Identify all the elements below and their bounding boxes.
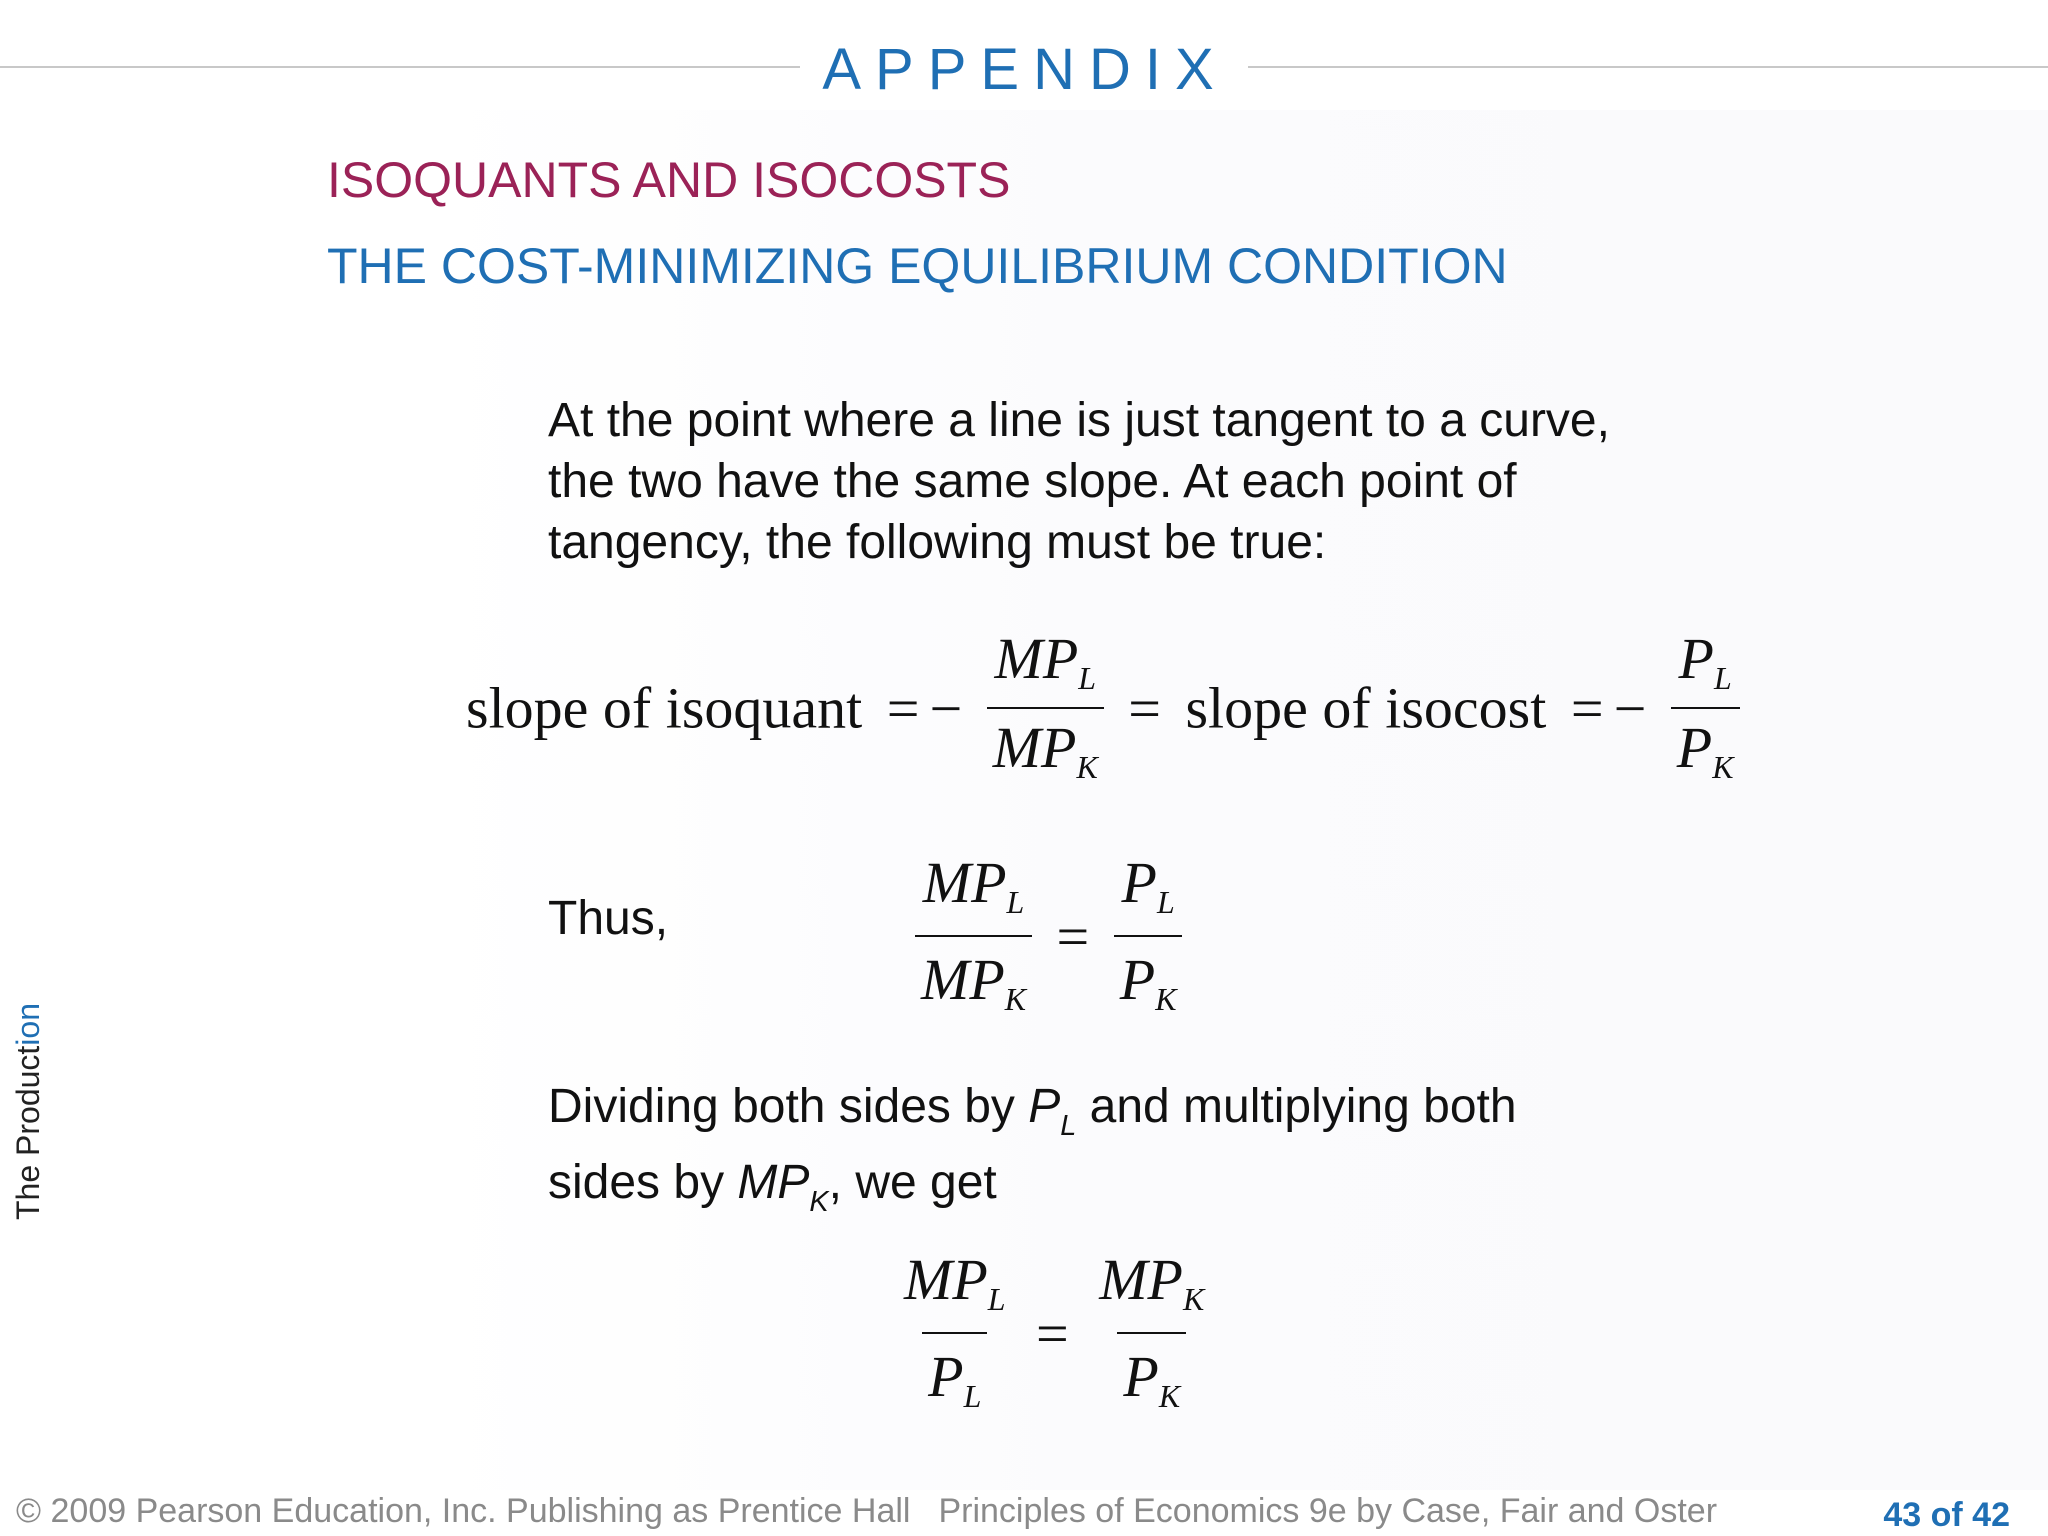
vertical-text: The Product [10,1045,46,1220]
fraction-numerator [898,1237,1012,1332]
appendix-heading: APPENDIX [822,37,1228,102]
subscript-k: K [1712,750,1734,786]
intro-paragraph [548,390,1768,573]
subscript-k: K [1155,982,1177,1018]
fraction-numerator [989,620,1103,707]
slope-equation [466,620,1740,796]
equals-sign: = [1570,675,1604,741]
vertical-accent: ion [10,1002,46,1046]
footer [16,1492,1717,1531]
mp-symbol: MP [921,947,1005,1012]
section-title: ISOQUANTS AND ISOCOSTS [327,152,1011,208]
dividing-text: Dividing both sides by [548,1080,1029,1133]
dividing-text: , we get [828,1156,997,1209]
book-title: Principles of Economics 9e by Case, Fair and Oster [938,1492,1718,1530]
subscript-k: K [1004,982,1027,1018]
slope-of-isoquant-label: slope of isoquant [466,675,863,741]
vertical-chapter-label [10,1003,47,1220]
mp-symbol: MP [922,850,1007,915]
equals-sign: = [1036,1300,1069,1366]
fraction-numerator [917,840,1031,935]
dividing-text: and multiplying both [1076,1080,1517,1133]
subscript-l: L [1006,885,1025,921]
mp-symbol: MP [992,715,1077,780]
header-rule-right [1248,66,2048,68]
subscript-k: K [1182,1282,1205,1318]
fraction-numerator [1116,840,1181,935]
equals-sign: = [886,675,920,741]
intro-line-2: the two have the same slope. At each point of [548,455,1517,508]
subscript-l: L [963,1379,982,1415]
fraction-denominator [915,935,1032,1032]
fraction-numerator [1093,1237,1210,1332]
p-symbol: P [1123,1344,1159,1409]
header-rule-left [0,66,800,68]
p-symbol: P [928,1344,964,1409]
fraction-denominator [1671,707,1740,796]
subscript-l: L [1078,661,1096,697]
slope-of-isocost-label: slope of isocost [1185,675,1547,741]
subscript-k: K [1076,750,1098,786]
subscript-l: L [1713,661,1732,697]
mp-symbol: MP [994,626,1079,691]
subscript-k: K [809,1185,829,1218]
mpl-over-mpk-fraction [987,620,1104,796]
fraction-denominator [987,707,1104,796]
dividing-line-1 [548,1072,1748,1148]
subscript-l: L [987,1282,1006,1318]
mpk-over-pk-fraction [1093,1237,1210,1429]
intro-line-3: tangency, the following must be true: [548,516,1327,569]
fraction-numerator [1673,620,1738,707]
subscript-k: K [1158,1379,1181,1415]
p-symbol: P [1028,1080,1061,1133]
p-symbol: P [1676,715,1713,780]
dividing-paragraph [548,1072,1748,1224]
p-symbol: P [1121,850,1157,915]
p-symbol: P [1119,947,1156,1012]
subscript-l: L [1156,885,1175,921]
content-panel [430,110,2048,1490]
fraction-denominator [922,1332,987,1429]
pl-over-pk-fraction [1114,840,1183,1032]
mpl-over-pl-fraction [898,1237,1012,1429]
rearranged-equation [898,1237,1210,1429]
subscript-l: L [1060,1109,1077,1142]
p-symbol: P [1678,626,1714,691]
section-subtitle: THE COST-MINIMIZING EQUILIBRIUM CONDITION [327,238,1508,294]
fraction-denominator [1114,935,1183,1032]
copyright-text: © 2009 Pearson Education, Inc. Publishing as Prentice Hall [16,1492,911,1530]
minus-sign: − [1613,675,1647,741]
minus-sign: − [929,675,963,741]
dividing-line-2 [548,1148,1748,1224]
mp-symbol: MP [737,1156,810,1209]
equals-sign: = [1056,903,1090,969]
pl-over-pk-fraction [1671,620,1740,796]
mp-symbol: MP [904,1247,988,1312]
fraction-denominator [1117,1332,1186,1429]
page-number: 43 of 42 [1883,1496,2010,1534]
thus-label: Thus, [548,892,669,945]
ratio-equation [915,840,1182,1032]
intro-line-1: At the point where a line is just tangent to a curve, [548,394,1610,447]
equals-sign: = [1128,675,1161,741]
dividing-text: sides by [548,1156,738,1209]
mpl-over-mpk-fraction [915,840,1032,1032]
mp-symbol: MP [1099,1247,1183,1312]
